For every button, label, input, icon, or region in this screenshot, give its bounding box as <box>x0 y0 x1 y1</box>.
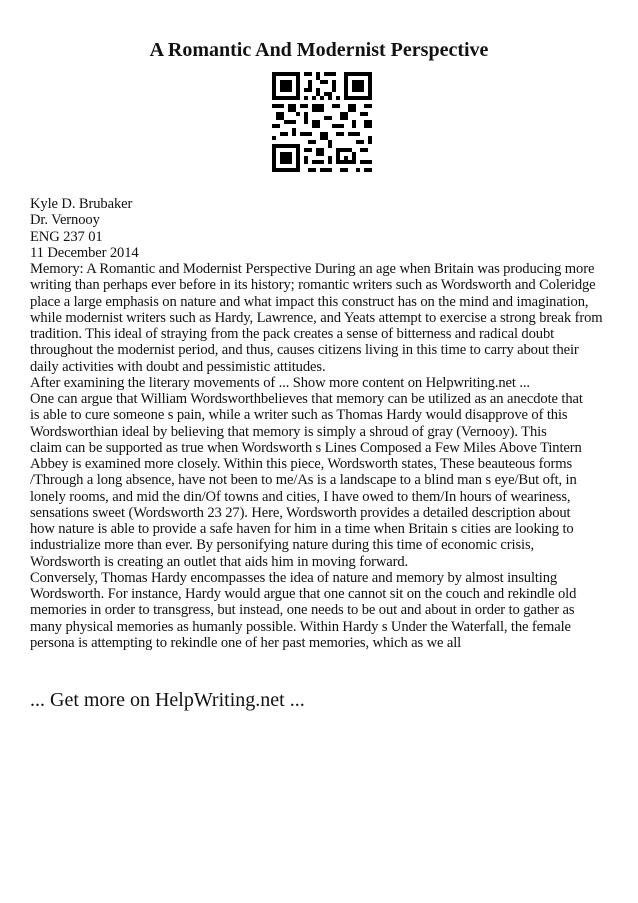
text-line: Memory: A Romantic and Modernist Perspective During an age when Britain was producing more <box>30 261 595 277</box>
text-line: /Through a long absence, have not been to me/As is a landscape to a blind man s eye/But oft, in <box>30 472 577 489</box>
text-line: Abbey is examined more closely. Within this piece, Wordsworth states, These beauteous forms <box>30 456 573 472</box>
text-line: After examining the literary movements of ... Show more content on Helpwriting.net ... <box>30 374 530 391</box>
text-line: while modernist writers such as Hardy, Lawrence, and Yeats attempt to exercise a strong break from <box>30 309 603 326</box>
text-line: is able to cure someone s pain, while a writer such as Thomas Hardy would disapprove of this <box>30 407 568 424</box>
text-line: Wordsworthian ideal by believing that memory is simply a shroud of gray (Vernooy). This <box>30 423 547 440</box>
text-line: writing than perhaps ever before in its history; romantic writers such as Wordsworth and Coleridge <box>30 277 596 294</box>
author-line: Kyle D. Brubaker <box>30 196 133 212</box>
text-line: Conversely, Thomas Hardy encompasses the idea of nature and memory by almost insulting <box>30 569 558 586</box>
date-line: 11 December 2014 <box>30 244 139 261</box>
get-more-link[interactable]: ... Get more on HelpWriting.net ... <box>30 689 305 711</box>
text-line: One can argue that William Wordsworthbelieves that memory can be utilized as an anecdote that <box>30 391 583 407</box>
text-line: many physical memories as humanly possible. Within Hardy s Under the Waterfall, the female <box>30 618 571 635</box>
instructor-line: Dr. Vernooy <box>30 212 100 229</box>
text-line: claim can be supported as true when Wordsworth s Lines Composed a Few Miles Above Tintern <box>30 439 582 456</box>
text-line: industrialize more than ever. By personifying nature during this time of economic crisis, <box>30 537 535 554</box>
text-line: Wordsworth is creating an outlet that aids him in moving forward. <box>30 553 409 570</box>
course-line: ENG 237 01 <box>30 228 103 245</box>
text-line: persona is attempting to rekindle one of her past memories, which as we all <box>30 634 462 651</box>
document-body <box>30 196 616 651</box>
text-line: sensations sweet (Wordsworth 23 27). Here, Wordsworth provides a detailed description about <box>30 504 571 521</box>
text-line: place a large emphasis on nature and what impact this construct has on the mind and imagination, <box>30 293 589 310</box>
qr-code <box>272 72 372 172</box>
document-title: A Romantic And Modernist Perspective <box>149 39 489 61</box>
text-line: Wordsworth. For instance, Hardy would argue that one cannot sit on the couch and rekindle old <box>30 586 577 602</box>
text-line: throughout the modernist period, and thus, causes citizens living in this time to carry about their <box>30 342 579 359</box>
text-line: tradition. This ideal of straying from the pack creates a sense of bitterness and radical doubt <box>30 326 555 342</box>
text-line: daily activities with doubt and pessimistic attitudes. <box>30 358 326 375</box>
text-line: memories in order to transgress, but instead, one needs to be out and about in order to gather as <box>30 602 575 619</box>
text-line: lonely rooms, and mid the din/Of towns and cities, I have owed to them/In hours of weariness, <box>30 488 571 505</box>
text-line: how nature is able to provide a safe haven for him in a time when Britain s cities are looking to <box>30 521 574 537</box>
